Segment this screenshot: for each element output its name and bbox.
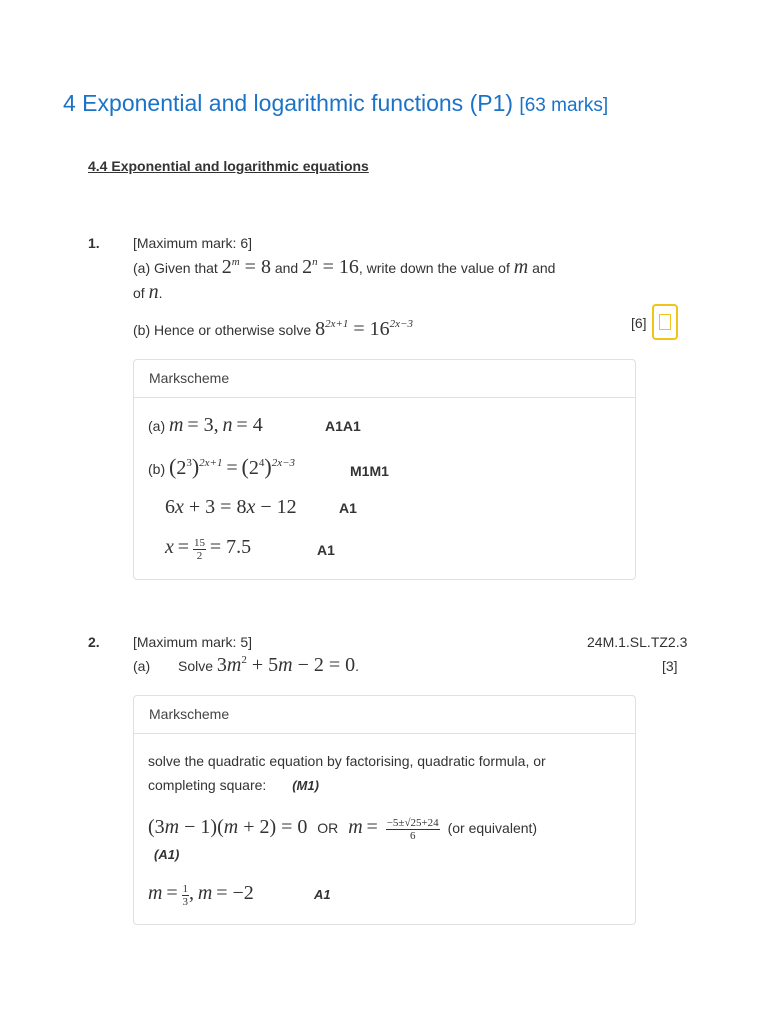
question-2-part-a-marks: [3]	[662, 658, 678, 674]
question-1-part-a: (a) Given that $2^m = 8$ and $2^n = 16$, write down the value of m and	[133, 256, 556, 278]
question-2-code: 24M.1.SL.TZ2.3	[587, 634, 688, 650]
question-2-part-a-label: (a)	[133, 658, 151, 674]
question-2-part-a: Solve $3m^2 + 5m - 2 = 0$.	[178, 654, 360, 676]
q2-ms-or: OR	[317, 820, 339, 836]
q1a-prefix: (a) Given that	[133, 260, 218, 276]
q2a-solve: Solve	[178, 658, 214, 674]
q1a-of: of	[133, 285, 145, 301]
title-marks: [63 marks]	[519, 95, 609, 116]
q2-ms-m1-award: (M1)	[292, 778, 319, 793]
question-2-number: 2.	[88, 634, 100, 650]
q2-ms-text-2-label: completing square:	[148, 777, 267, 793]
question-1-max-mark: [Maximum mark: 6]	[133, 235, 253, 251]
q2-ms-text-1: solve the quadratic equation by factorising, quadratic formula, or	[148, 753, 546, 769]
q2-ms-final-line: m = $\frac{1}{3}$ , m = −2	[148, 882, 254, 908]
question-1-part-a-line2: of n.	[133, 281, 163, 303]
q1-ms-line-a: (a) m = 3, n = 4	[148, 414, 263, 436]
markscheme-header-q1: Markscheme	[134, 360, 635, 398]
q1b-prefix: (b) Hence or otherwise solve	[133, 322, 312, 338]
page-title	[63, 90, 608, 117]
q1-ms-line-3-award: A1	[339, 500, 357, 516]
q1a-and2: and	[532, 260, 556, 276]
markbook-button[interactable]	[652, 304, 678, 340]
bookmark-icon	[659, 314, 671, 330]
q2-ms-text-2	[148, 777, 319, 793]
q2-ms-factor-line: (3m − 1)(m + 2) = 0 OR m = $\frac{-5\pm√25+24}{6}$ (or equivalent)	[148, 816, 538, 842]
question-2-max-mark: [Maximum mark: 5]	[133, 634, 253, 650]
q2-ms-equiv: (or equivalent)	[447, 820, 538, 836]
q1-ms-b-award: M1M1	[350, 463, 389, 479]
section-heading: 4.4 Exponential and logarithmic equations	[88, 158, 369, 174]
q2-ms-a1i-award: (A1)	[154, 847, 180, 862]
title-text: 4 Exponential and logarithmic functions (P1)	[63, 90, 514, 116]
q1-ms-b-label: (b)	[148, 461, 166, 477]
q2-ms-final-award: A1	[314, 887, 331, 902]
q1a-and: and	[274, 260, 299, 276]
q1-ms-line-4-award: A1	[317, 542, 335, 558]
question-1-total-marks: [6]	[631, 315, 647, 331]
q1a-suffix: , write down the value of	[358, 260, 510, 276]
q1-ms-line-b: (b) $(2^3)^{2x+1} = (2^4)^{2x-3}$	[148, 454, 296, 479]
question-1-number: 1.	[88, 235, 100, 251]
q1-ms-line-3: 6x + 3 = 8x − 12	[165, 496, 297, 518]
question-1-part-b: (b) Hence or otherwise solve $8^{2x+1} = 16^{2x-3}$	[133, 318, 413, 340]
q1-ms-a-award: A1A1	[325, 418, 361, 434]
q1-ms-line-4: x = $\frac{15}{2}$ = 7.5	[165, 536, 252, 562]
markscheme-header-q2: Markscheme	[134, 696, 635, 734]
q1-ms-a-label: (a)	[148, 418, 166, 434]
